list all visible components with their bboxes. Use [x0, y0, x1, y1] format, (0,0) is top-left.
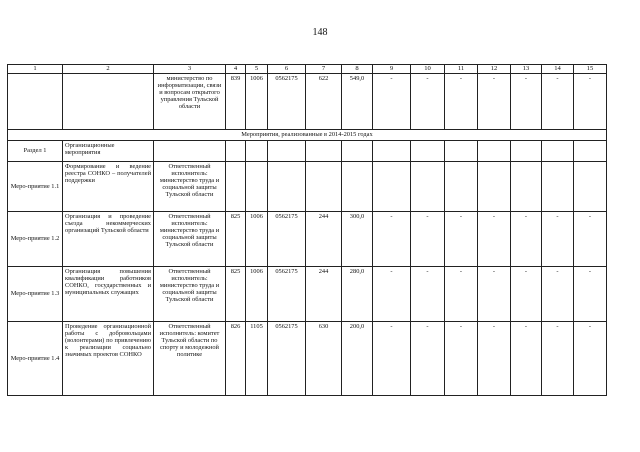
- activity-name: Проведение организационной работы с добровольцами (волонтерами) по привлечению к реализации социально значимых проектов СОНКО: [63, 322, 154, 396]
- executor-cell: Ответственный исполнитель: комитет Тульской области по спорту и молодежной политике: [154, 322, 226, 396]
- value-cell: -: [411, 267, 445, 322]
- column-header: 14: [542, 65, 574, 74]
- value-cell: -: [542, 212, 574, 267]
- section-code-cell: 1006: [246, 267, 268, 322]
- column-header: 12: [478, 65, 511, 74]
- amount-cell: 200,0: [342, 322, 373, 396]
- column-header: 2: [63, 65, 154, 74]
- executor-cell: министерство по информатизации, связи и вопросам открытого управления Тульской области: [154, 74, 226, 130]
- executor-cell: Ответственный исполнитель: министерство труда и социальной защиты Тульской области: [154, 212, 226, 267]
- gov-code-cell: 839: [226, 74, 246, 130]
- value-cell: [542, 162, 574, 212]
- expense-type-cell: 244: [306, 212, 342, 267]
- column-header-row: [8, 65, 607, 74]
- table-row: [8, 267, 607, 322]
- column-header: 15: [574, 65, 607, 74]
- column-header: 7: [306, 65, 342, 74]
- gov-code-cell: 825: [226, 267, 246, 322]
- amount-cell: 280,0: [342, 267, 373, 322]
- value-cell: -: [511, 212, 542, 267]
- value-cell: -: [511, 322, 542, 396]
- value-cell: -: [478, 212, 511, 267]
- amount-cell: 300,0: [342, 212, 373, 267]
- value-cell: -: [373, 267, 411, 322]
- expense-type-cell: 630: [306, 322, 342, 396]
- value-cell: -: [511, 267, 542, 322]
- value-cell: -: [542, 267, 574, 322]
- activity-code: Меро-приятие 1.2: [8, 212, 63, 267]
- section-code-cell: 1006: [246, 74, 268, 130]
- value-cell: -: [445, 74, 478, 130]
- value-cell: -: [574, 322, 607, 396]
- expense-type-cell: [306, 162, 342, 212]
- activity-name: Организация повышения квалификации работников СОНКО, государственных и муниципальных служащих: [63, 267, 154, 322]
- target-code-cell: 0562175: [268, 212, 306, 267]
- value-cell: -: [478, 322, 511, 396]
- column-header: 1: [8, 65, 63, 74]
- value-cell: -: [445, 322, 478, 396]
- target-code-cell: 0562175: [268, 74, 306, 130]
- column-header: 4: [226, 65, 246, 74]
- amount-cell: [342, 162, 373, 212]
- value-cell: -: [511, 74, 542, 130]
- value-cell: [373, 162, 411, 212]
- column-header: 3: [154, 65, 226, 74]
- value-cell: -: [411, 212, 445, 267]
- activity-name: Формирование и ведение реестра СОНКО – получателей поддержки: [63, 162, 154, 212]
- target-code-cell: [268, 162, 306, 212]
- activity-code: Меро-приятие 1.3: [8, 267, 63, 322]
- section-title-row: [8, 130, 607, 141]
- executor-cell: Ответственный исполнитель: министерство труда и социальной защиты Тульской области: [154, 162, 226, 212]
- gov-code-cell: [226, 162, 246, 212]
- value-cell: [478, 162, 511, 212]
- column-header: 13: [511, 65, 542, 74]
- value-cell: -: [574, 212, 607, 267]
- activity-code: Меро-приятие 1.1: [8, 162, 63, 212]
- value-cell: -: [445, 212, 478, 267]
- section-code-cell: [246, 162, 268, 212]
- column-header: 5: [246, 65, 268, 74]
- table-row: [8, 322, 607, 396]
- table-row: [8, 212, 607, 267]
- value-cell: -: [542, 74, 574, 130]
- value-cell: -: [411, 74, 445, 130]
- value-cell: -: [411, 322, 445, 396]
- value-cell: [574, 162, 607, 212]
- column-header: 10: [411, 65, 445, 74]
- column-header: 11: [445, 65, 478, 74]
- value-cell: -: [373, 212, 411, 267]
- section-title: Мероприятия, реализованные в 2014-2015 годах: [8, 130, 607, 141]
- executor-cell: Ответственный исполнитель: министерство труда и социальной защиты Тульской области: [154, 267, 226, 322]
- value-cell: [445, 162, 478, 212]
- section-code-cell: 1105: [246, 322, 268, 396]
- value-cell: -: [574, 267, 607, 322]
- column-header: 6: [268, 65, 306, 74]
- value-cell: [411, 162, 445, 212]
- value-cell: [511, 162, 542, 212]
- gov-code-cell: 825: [226, 212, 246, 267]
- value-cell: -: [478, 74, 511, 130]
- amount-cell: 549,0: [342, 74, 373, 130]
- section-name: Организационные мероприятия: [63, 141, 154, 162]
- activity-code: Меро-приятие 1.4: [8, 322, 63, 396]
- expense-type-cell: 622: [306, 74, 342, 130]
- gov-code-cell: 826: [226, 322, 246, 396]
- value-cell: -: [373, 322, 411, 396]
- column-header: 8: [342, 65, 373, 74]
- value-cell: -: [478, 267, 511, 322]
- table-row: [8, 141, 607, 162]
- target-code-cell: 0562175: [268, 267, 306, 322]
- value-cell: -: [445, 267, 478, 322]
- table-row: [8, 162, 607, 212]
- budget-table: [7, 64, 607, 396]
- expense-type-cell: 244: [306, 267, 342, 322]
- page-number: 148: [312, 27, 328, 38]
- section-code-cell: 1006: [246, 212, 268, 267]
- activity-name: Организация и проведение съезда некоммерческих организаций Тульской области: [63, 212, 154, 267]
- table-row: [8, 74, 607, 130]
- value-cell: -: [542, 322, 574, 396]
- value-cell: -: [574, 74, 607, 130]
- column-header: 9: [373, 65, 411, 74]
- target-code-cell: 0562175: [268, 322, 306, 396]
- value-cell: -: [373, 74, 411, 130]
- section-code: Раздел 1: [8, 141, 63, 162]
